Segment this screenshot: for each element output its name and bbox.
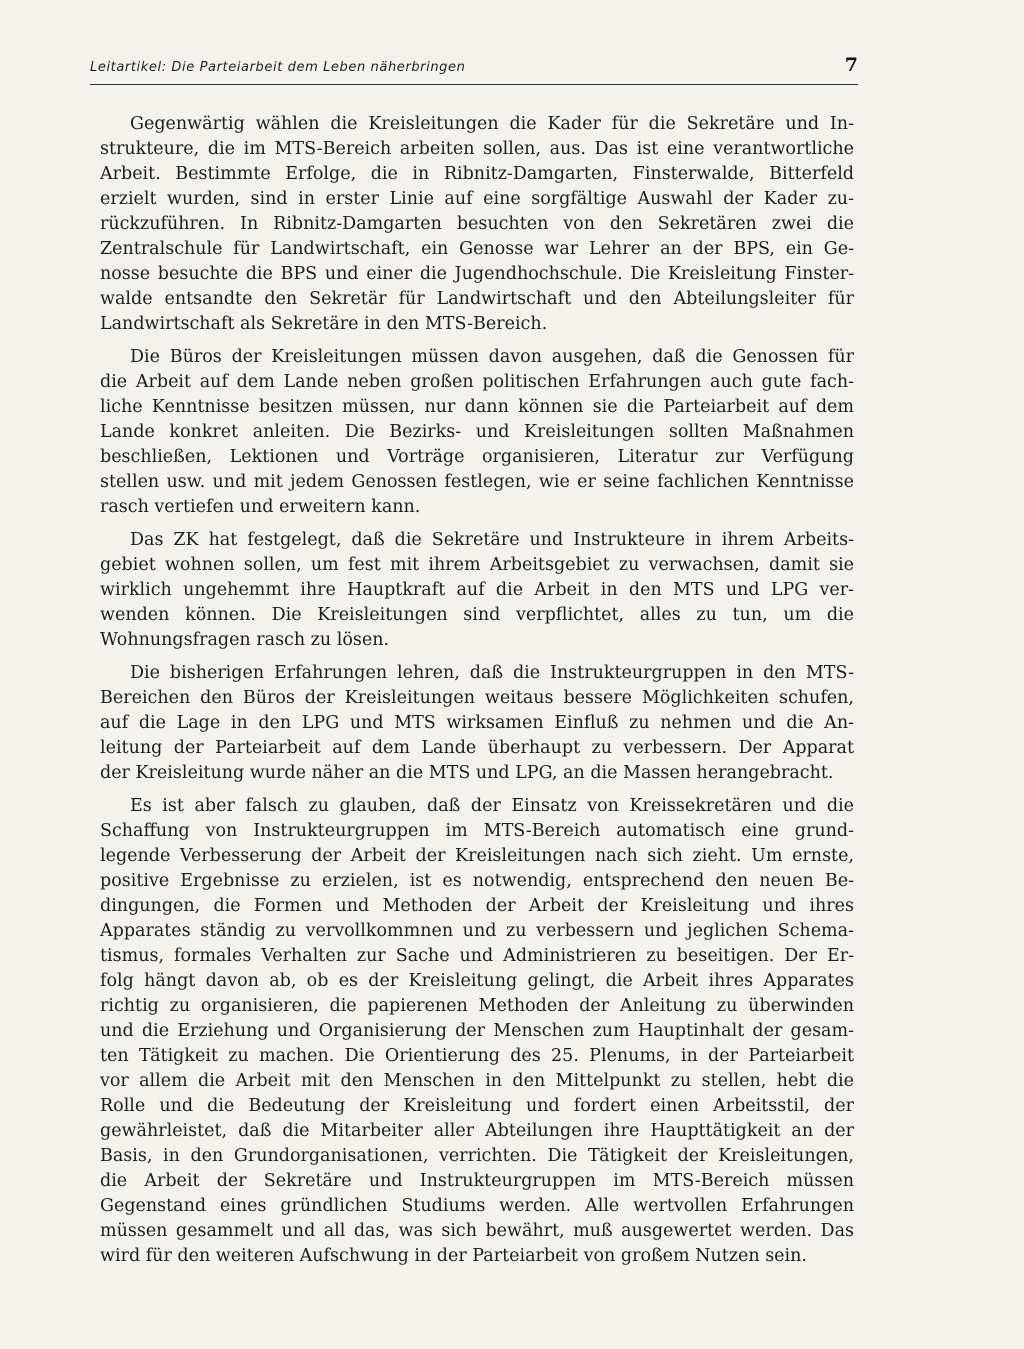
paragraph — [100, 345, 854, 520]
text-line: Gegenstand eines gründlichen Studiums werden. Alle wertvollen Erfahrungen — [100, 1196, 854, 1216]
text-line: dingungen, die Formen und Methoden der Arbeit der Kreisleitung und ihres — [100, 896, 854, 916]
text-line: ten Tätigkeit zu machen. Die Orientierung des 25. Plenums, in der Parteiarbeit — [100, 1046, 854, 1066]
text-line: Basis, in den Grundorganisationen, verrichten. Die Tätigkeit der Kreisleitungen, — [100, 1146, 854, 1166]
running-head — [90, 54, 858, 84]
paragraph — [100, 661, 854, 786]
text-line: Landwirtschaft als Sekretäre in den MTS-Bereich. — [100, 314, 548, 334]
text-line: auf die Lage in den LPG und MTS wirksamen Einfluß zu nehmen und die An- — [100, 713, 854, 733]
text-line: Lande konkret anleiten. Die Bezirks- und Kreisleitungen sollten Maßnahmen — [100, 422, 854, 442]
text-line: legende Verbesserung der Arbeit der Kreisleitungen nach sich zieht. Um ernste, — [100, 846, 854, 866]
text-line: gebiet wohnen sollen, um fest mit ihrem Arbeitsgebiet zu verwachsen, damit sie — [100, 555, 854, 575]
paragraph — [100, 112, 854, 337]
text-line: der Kreisleitung wurde näher an die MTS und LPG, an die Massen herangebracht. — [100, 763, 834, 783]
text-line: Wohnungsfragen rasch zu lösen. — [100, 630, 390, 650]
text-line: die Arbeit der Sekretäre und Instrukteurgruppen im MTS-Bereich müssen — [100, 1171, 854, 1191]
text-line: Rolle und die Bedeutung der Kreisleitung und fordert einen Arbeitsstil, der — [100, 1096, 854, 1116]
paragraph — [100, 528, 854, 653]
text-line: rückzuführen. In Ribnitz-Damgarten besuchten von den Sekretären zwei die — [100, 214, 854, 234]
text-line: und die Erziehung und Organisierung der Menschen zum Hauptinhalt der gesam- — [100, 1021, 854, 1041]
text-line: tismus, formales Verhalten zur Sache und Administrieren zu beseitigen. Der Er- — [100, 946, 854, 966]
text-line: Arbeit. Bestimmte Erfolge, die in Ribnitz-Damgarten, Finsterwalde, Bitterfeld — [100, 164, 854, 184]
text-line: folg hängt davon ab, ob es der Kreisleitung gelingt, die Arbeit ihres Apparates — [100, 971, 854, 991]
text-line: walde entsandte den Sekretär für Landwirtschaft und den Abteilungsleiter für — [100, 289, 854, 309]
article-body — [100, 112, 854, 1277]
text-line: die Arbeit auf dem Lande neben großen politischen Erfahrungen auch gute fach- — [100, 372, 854, 392]
text-line: Apparates ständig zu vervollkommnen und zu verbessern und jeglichen Schema- — [100, 921, 854, 941]
page-number: 7 — [844, 54, 858, 76]
text-line: gewährleistet, daß die Mitarbeiter aller Abteilungen ihre Haupttätigkeit an der — [100, 1121, 854, 1141]
text-line: strukteure, die im MTS-Bereich arbeiten sollen, aus. Das ist eine verantwortliche — [100, 139, 854, 159]
text-line: positive Ergebnisse zu erzielen, ist es notwendig, entsprechend den neuen Be- — [100, 871, 854, 891]
text-line: Zentralschule für Landwirtschaft, ein Genosse war Lehrer an der BPS, ein Ge- — [100, 239, 854, 259]
text-line: beschließen, Lektionen und Vorträge organisieren, Literatur zur Verfügung — [100, 447, 854, 467]
text-line: wird für den weiteren Aufschwung in der Parteiarbeit von großem Nutzen sein. — [100, 1246, 807, 1266]
text-line: vor allem die Arbeit mit den Menschen in den Mittelpunkt zu stellen, hebt die — [100, 1071, 854, 1091]
text-line: Die bisherigen Erfahrungen lehren, daß die Instrukteurgruppen in den MTS- — [130, 663, 854, 683]
text-line: Das ZK hat festgelegt, daß die Sekretäre und Instrukteure in ihrem Arbeits- — [130, 530, 854, 550]
text-line: Die Büros der Kreisleitungen müssen davon ausgehen, daß die Genossen für — [130, 347, 854, 367]
text-line: Bereichen den Büros der Kreisleitungen weitaus bessere Möglichkeiten schufen, — [100, 688, 854, 708]
text-line: Schaffung von Instrukteurgruppen im MTS-Bereich automatisch eine grund- — [100, 821, 854, 841]
text-line: rasch vertiefen und erweitern kann. — [100, 497, 421, 517]
text-line: Es ist aber falsch zu glauben, daß der Einsatz von Kreissekretären und die — [130, 796, 854, 816]
header-rule — [90, 84, 858, 85]
text-line: wirklich ungehemmt ihre Hauptkraft auf die Arbeit in den MTS und LPG ver- — [100, 580, 854, 600]
text-line: erzielt wurden, sind in erster Linie auf eine sorgfältige Auswahl der Kader zu- — [100, 189, 854, 209]
running-title: Leitartikel: Die Parteiarbeit dem Leben näherbringen — [90, 60, 466, 75]
paragraph — [100, 794, 854, 1269]
text-line: wenden können. Die Kreisleitungen sind verpflichtet, alles zu tun, um die — [100, 605, 854, 625]
text-line: richtig zu organisieren, die papierenen Methoden der Anleitung zu überwinden — [100, 996, 854, 1016]
text-line: Gegenwärtig wählen die Kreisleitungen die Kader für die Sekretäre und In- — [130, 114, 854, 134]
text-line: leitung der Parteiarbeit auf dem Lande überhaupt zu verbessern. Der Apparat — [100, 738, 854, 758]
text-line: stellen usw. und mit jedem Genossen festlegen, wie er seine fachlichen Kenntnisse — [100, 472, 854, 492]
text-line: müssen gesammelt und all das, was sich bewährt, muß ausgewertet werden. Das — [100, 1221, 854, 1241]
text-line: nosse besuchte die BPS und einer die Jugendhochschule. Die Kreisleitung Finster- — [100, 264, 854, 284]
text-line: liche Kenntnisse besitzen müssen, nur dann können sie die Parteiarbeit auf dem — [100, 397, 854, 417]
